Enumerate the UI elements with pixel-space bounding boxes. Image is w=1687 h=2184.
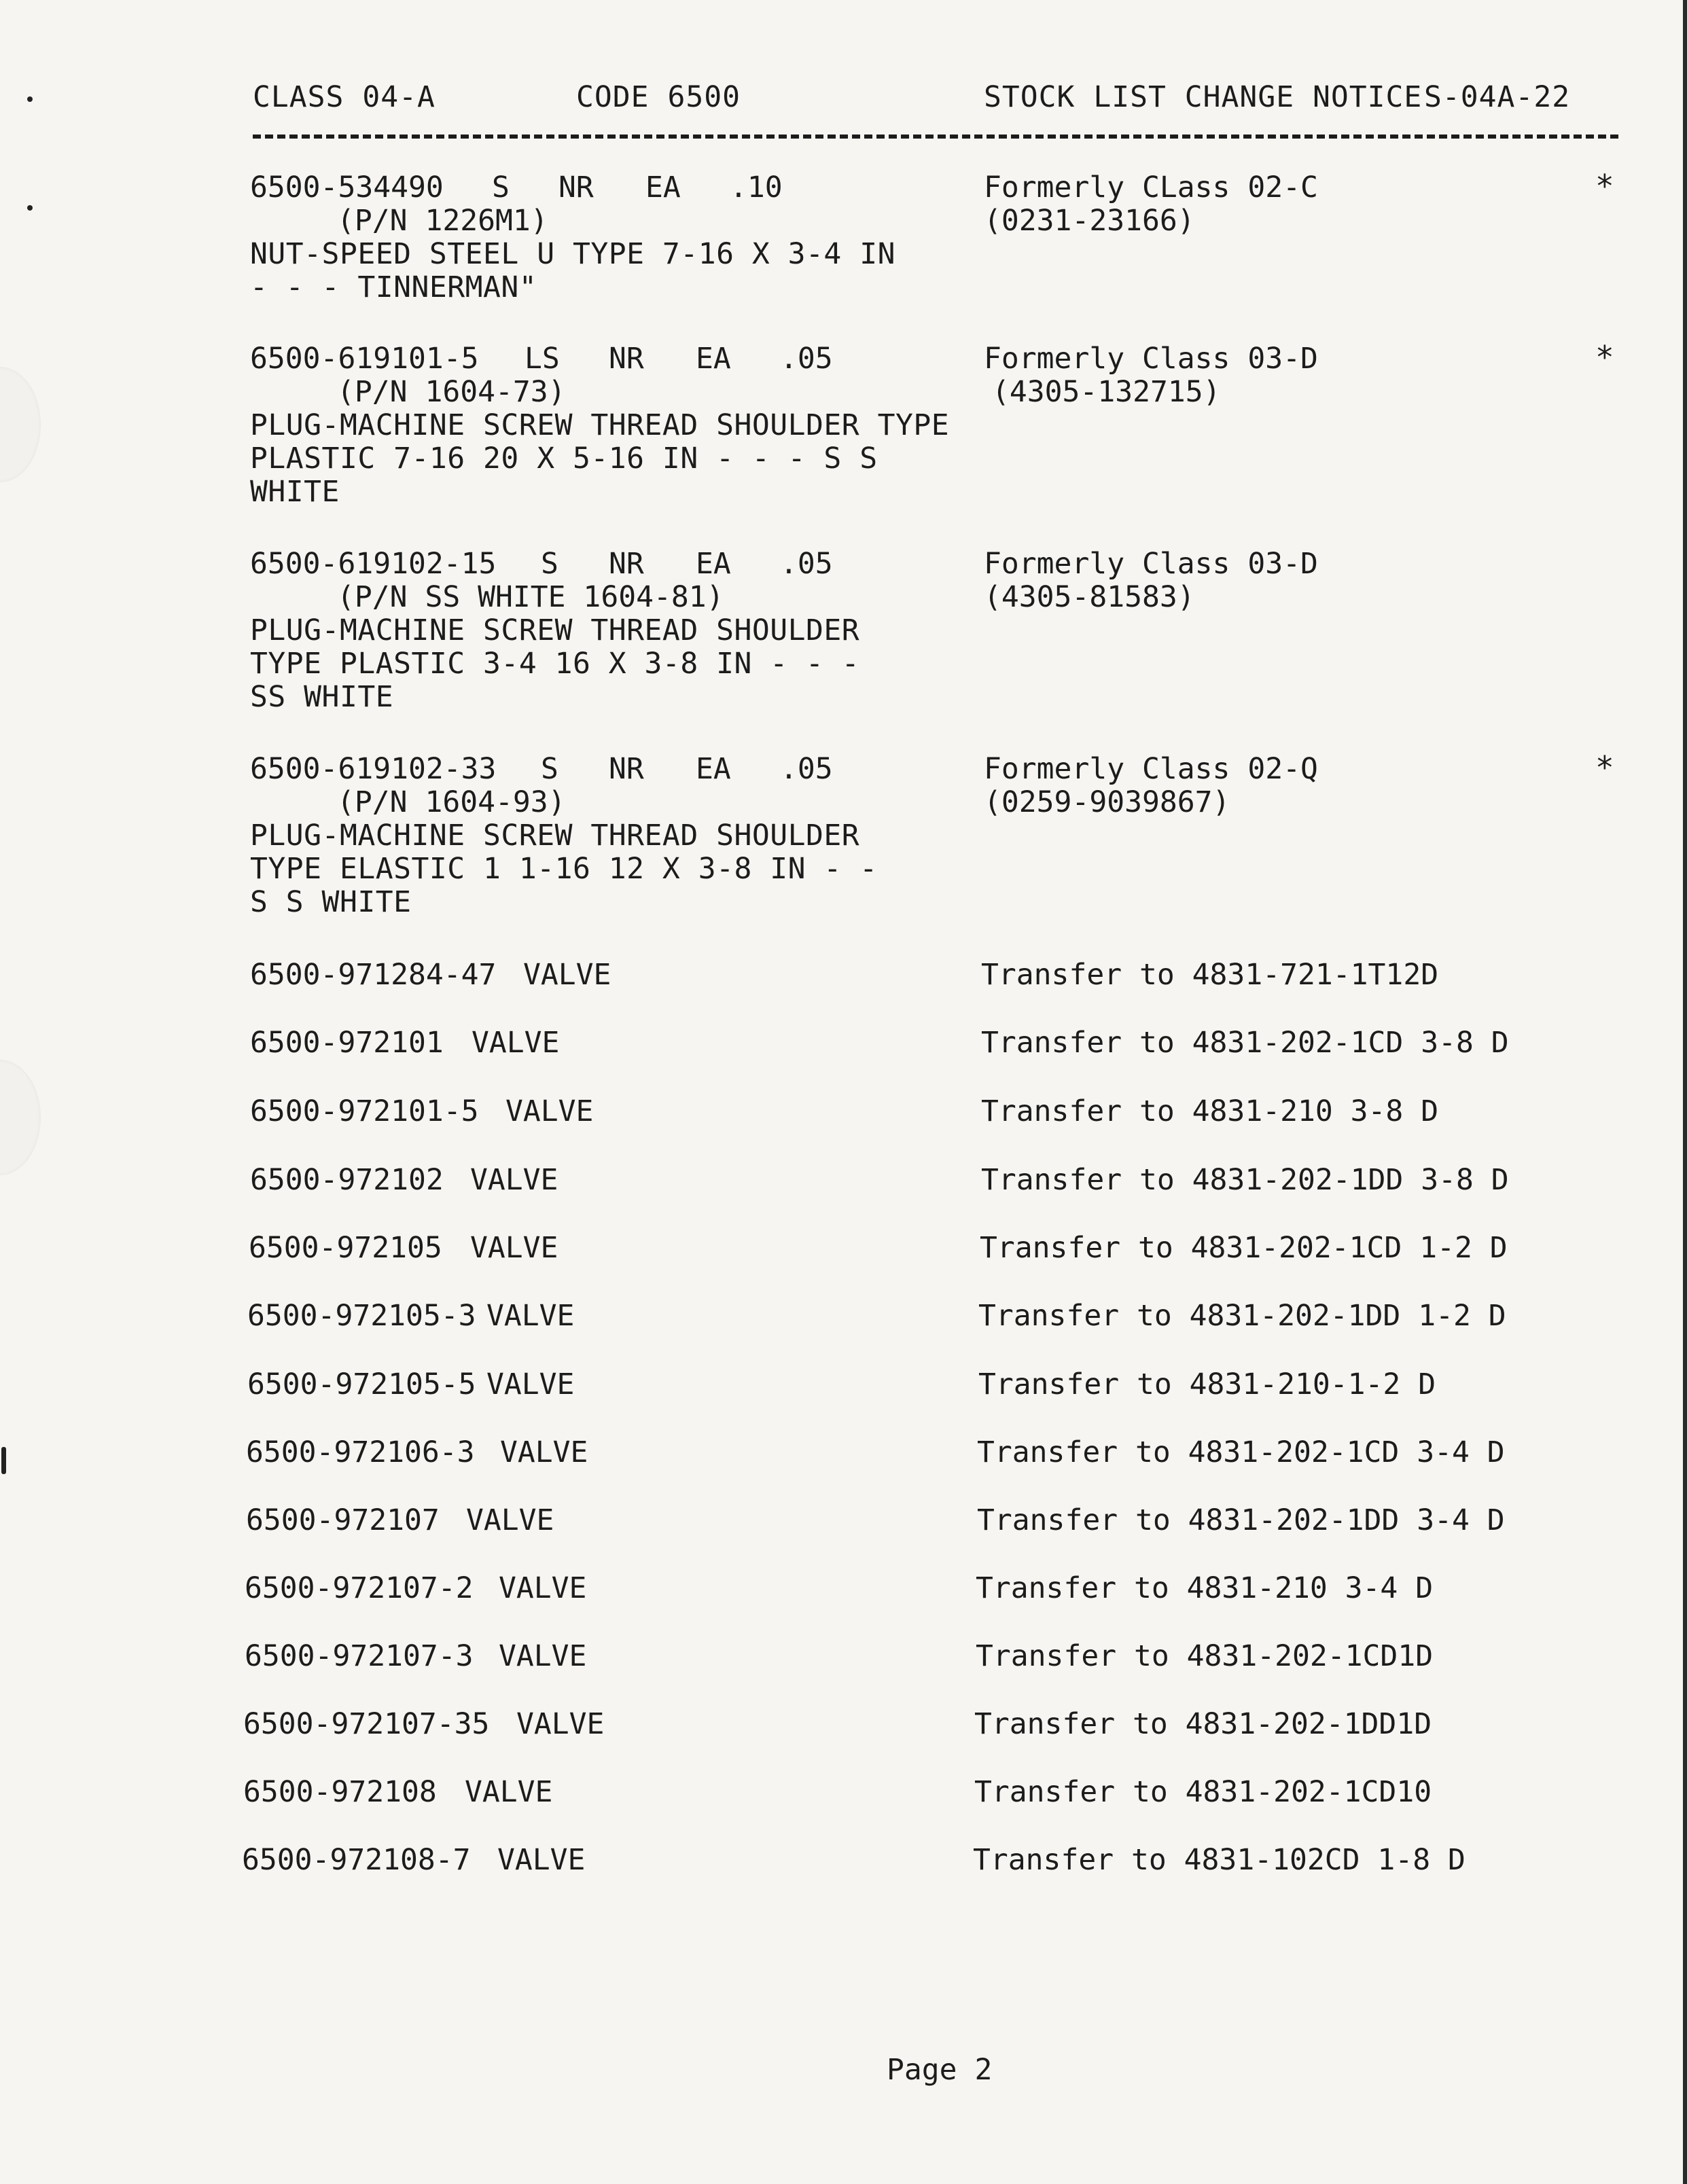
notice-title: STOCK LIST CHANGE NOTICE xyxy=(984,80,1423,114)
stock-number: 6500-619102-15 xyxy=(250,547,497,581)
transfer-target: Transfer to 4831-202-1CD 3-4 D xyxy=(977,1435,1505,1469)
unit-of-issue: EA xyxy=(696,342,731,376)
change-asterisk: * xyxy=(1595,749,1614,786)
margin-mark xyxy=(27,96,33,102)
item-name: VALVE xyxy=(465,1775,553,1809)
stock-number: 6500-972108 xyxy=(243,1775,437,1809)
unit-of-issue: EA xyxy=(696,547,731,581)
page-number: Page 2 xyxy=(887,2053,993,2087)
stock-entry xyxy=(250,548,1643,714)
description-line: SS WHITE xyxy=(250,680,394,714)
punch-hole-top xyxy=(0,367,41,482)
transfer-row xyxy=(250,1026,1677,1060)
transfer-row xyxy=(249,1231,1675,1265)
entry-line xyxy=(250,749,1643,786)
formerly-class: Formerly Class 03-D xyxy=(984,547,1318,581)
stock-number: 6500-972102 xyxy=(250,1163,444,1197)
stock-number: 6500-972105 xyxy=(249,1231,442,1265)
scan-edge xyxy=(1683,0,1687,2184)
entry-line xyxy=(250,168,1643,204)
unit-price: .05 xyxy=(780,752,833,786)
entry-line xyxy=(250,548,1643,581)
item-name: VALVE xyxy=(472,1026,560,1060)
stock-number: 6500-972101-5 xyxy=(250,1094,479,1128)
transfer-target: Transfer to 4831-202-1CD 1-2 D xyxy=(980,1231,1508,1265)
description-line: TYPE PLASTIC 3-4 16 X 3-8 IN - - - xyxy=(250,647,860,681)
former-stock-number: (4305-132715) xyxy=(992,375,1221,409)
unit-code: LS xyxy=(525,342,560,376)
transfer-row xyxy=(246,1503,1673,1537)
transfer-target: Transfer to 4831-202-1DD 3-4 D xyxy=(977,1503,1505,1537)
stock-entry xyxy=(250,749,1643,919)
transfer-row xyxy=(245,1571,1671,1605)
item-name: VALVE xyxy=(499,1571,587,1605)
unit-of-issue: EA xyxy=(696,752,731,786)
transfer-target: Transfer to 4831-721-1T12D xyxy=(981,958,1439,992)
stock-number: 6500-972105-3 xyxy=(247,1299,476,1333)
entry-line xyxy=(250,204,1643,238)
stock-number: 6500-619102-33 xyxy=(250,752,497,786)
item-name: VALVE xyxy=(497,1843,586,1877)
entry-line xyxy=(250,786,1643,819)
description-line: S S WHITE xyxy=(250,885,412,919)
transfer-row xyxy=(246,1435,1673,1469)
item-name: VALVE xyxy=(516,1707,605,1741)
part-number: (P/N SS WHITE 1604-81) xyxy=(337,580,724,614)
entry-line xyxy=(250,339,1643,376)
item-name: VALVE xyxy=(499,1639,587,1673)
former-stock-number: (4305-81583) xyxy=(984,580,1195,614)
unit-code: S xyxy=(492,171,510,204)
stock-number: 6500-972101 xyxy=(250,1026,444,1060)
stock-number: 6500-619101-5 xyxy=(250,342,479,376)
transfer-row xyxy=(250,958,1677,992)
description-line: PLUG-MACHINE SCREW THREAD SHOULDER xyxy=(250,819,860,853)
part-number: (P/N 1604-73) xyxy=(337,375,566,409)
transfer-target: Transfer to 4831-202-1CD1D xyxy=(976,1639,1434,1673)
change-asterisk: * xyxy=(1595,339,1614,376)
margin-mark xyxy=(1,1447,6,1474)
unit-price: .05 xyxy=(780,342,833,376)
transfer-target: Transfer to 4831-202-1CD10 xyxy=(974,1775,1432,1809)
transfer-target: Transfer to 4831-210 3-8 D xyxy=(981,1094,1439,1128)
transfer-row xyxy=(242,1843,1669,1877)
item-name: VALVE xyxy=(523,958,611,992)
stock-entry xyxy=(250,339,1643,509)
entry-line xyxy=(250,376,1643,409)
item-name: VALVE xyxy=(486,1299,575,1333)
punch-hole-middle xyxy=(0,1060,41,1175)
description-line: TYPE ELASTIC 1 1-16 12 X 3-8 IN - - xyxy=(250,852,878,886)
unit-price: .10 xyxy=(730,171,783,204)
transfer-target: Transfer to 4831-102CD 1-8 D xyxy=(973,1843,1466,1877)
nr-code: NR xyxy=(609,547,644,581)
description-line: PLUG-MACHINE SCREW THREAD SHOULDER TYPE xyxy=(250,408,950,442)
code-label: CODE 6500 xyxy=(576,80,741,114)
transfer-target: Transfer to 4831-202-1DD1D xyxy=(974,1707,1432,1741)
formerly-class: Formerly CLass 02-C xyxy=(984,171,1318,204)
part-number: (P/N 1226M1) xyxy=(337,204,548,238)
stock-number: 6500-972107 xyxy=(246,1503,440,1537)
unit-of-issue: EA xyxy=(645,171,681,204)
transfer-target: Transfer to 4831-210 3-4 D xyxy=(976,1571,1434,1605)
item-name: VALVE xyxy=(466,1503,554,1537)
item-name: VALVE xyxy=(470,1231,558,1265)
stock-number: 6500-972107-3 xyxy=(245,1639,474,1673)
transfer-target: Transfer to 4831-202-1DD 1-2 D xyxy=(978,1299,1506,1333)
formerly-class: Formerly Class 02-Q xyxy=(984,752,1318,786)
item-name: VALVE xyxy=(486,1367,575,1401)
nr-code: NR xyxy=(609,342,644,376)
stock-number: 6500-534490 xyxy=(250,171,444,204)
stock-number: 6500-972106-3 xyxy=(246,1435,475,1469)
margin-mark xyxy=(27,205,33,211)
transfer-row xyxy=(247,1367,1674,1401)
notice-number: S-04A-22 xyxy=(1424,80,1571,114)
unit-price: .05 xyxy=(780,547,833,581)
part-number: (P/N 1604-93) xyxy=(337,785,566,819)
item-name: VALVE xyxy=(505,1094,594,1128)
description-line: PLASTIC 7-16 20 X 5-16 IN - - - S S xyxy=(250,442,878,476)
header-divider xyxy=(253,135,1618,139)
stock-entry xyxy=(250,168,1643,304)
unit-code: S xyxy=(541,547,558,581)
former-stock-number: (0231-23166) xyxy=(984,204,1195,238)
nr-code: NR xyxy=(558,171,594,204)
unit-code: S xyxy=(541,752,558,786)
stock-number: 6500-972107-2 xyxy=(245,1571,474,1605)
description-line: WHITE xyxy=(250,475,340,509)
transfer-row xyxy=(250,1094,1677,1128)
stock-number: 6500-971284-47 xyxy=(250,958,497,992)
transfer-row xyxy=(247,1299,1674,1333)
transfer-target: Transfer to 4831-202-1DD 3-8 D xyxy=(981,1163,1509,1197)
item-name: VALVE xyxy=(500,1435,588,1469)
transfer-row xyxy=(245,1639,1671,1673)
class-label: CLASS 04-A xyxy=(253,80,436,114)
nr-code: NR xyxy=(609,752,644,786)
item-name: VALVE xyxy=(470,1163,558,1197)
stock-number: 6500-972107-35 xyxy=(243,1707,490,1741)
transfer-row xyxy=(243,1775,1670,1809)
transfer-target: Transfer to 4831-210-1-2 D xyxy=(978,1367,1436,1401)
description-line: NUT-SPEED STEEL U TYPE 7-16 X 3-4 IN xyxy=(250,237,895,271)
entry-line xyxy=(250,581,1643,614)
description-line: - - - TINNERMAN" xyxy=(250,270,537,304)
description-line: PLUG-MACHINE SCREW THREAD SHOULDER xyxy=(250,613,860,647)
stock-number: 6500-972105-5 xyxy=(247,1367,476,1401)
formerly-class: Formerly Class 03-D xyxy=(984,342,1318,376)
transfer-row xyxy=(250,1163,1677,1197)
transfer-target: Transfer to 4831-202-1CD 3-8 D xyxy=(981,1026,1509,1060)
former-stock-number: (0259-9039867) xyxy=(984,785,1230,819)
transfer-row xyxy=(243,1707,1670,1741)
change-asterisk: * xyxy=(1595,168,1614,204)
stock-number: 6500-972108-7 xyxy=(242,1843,471,1877)
